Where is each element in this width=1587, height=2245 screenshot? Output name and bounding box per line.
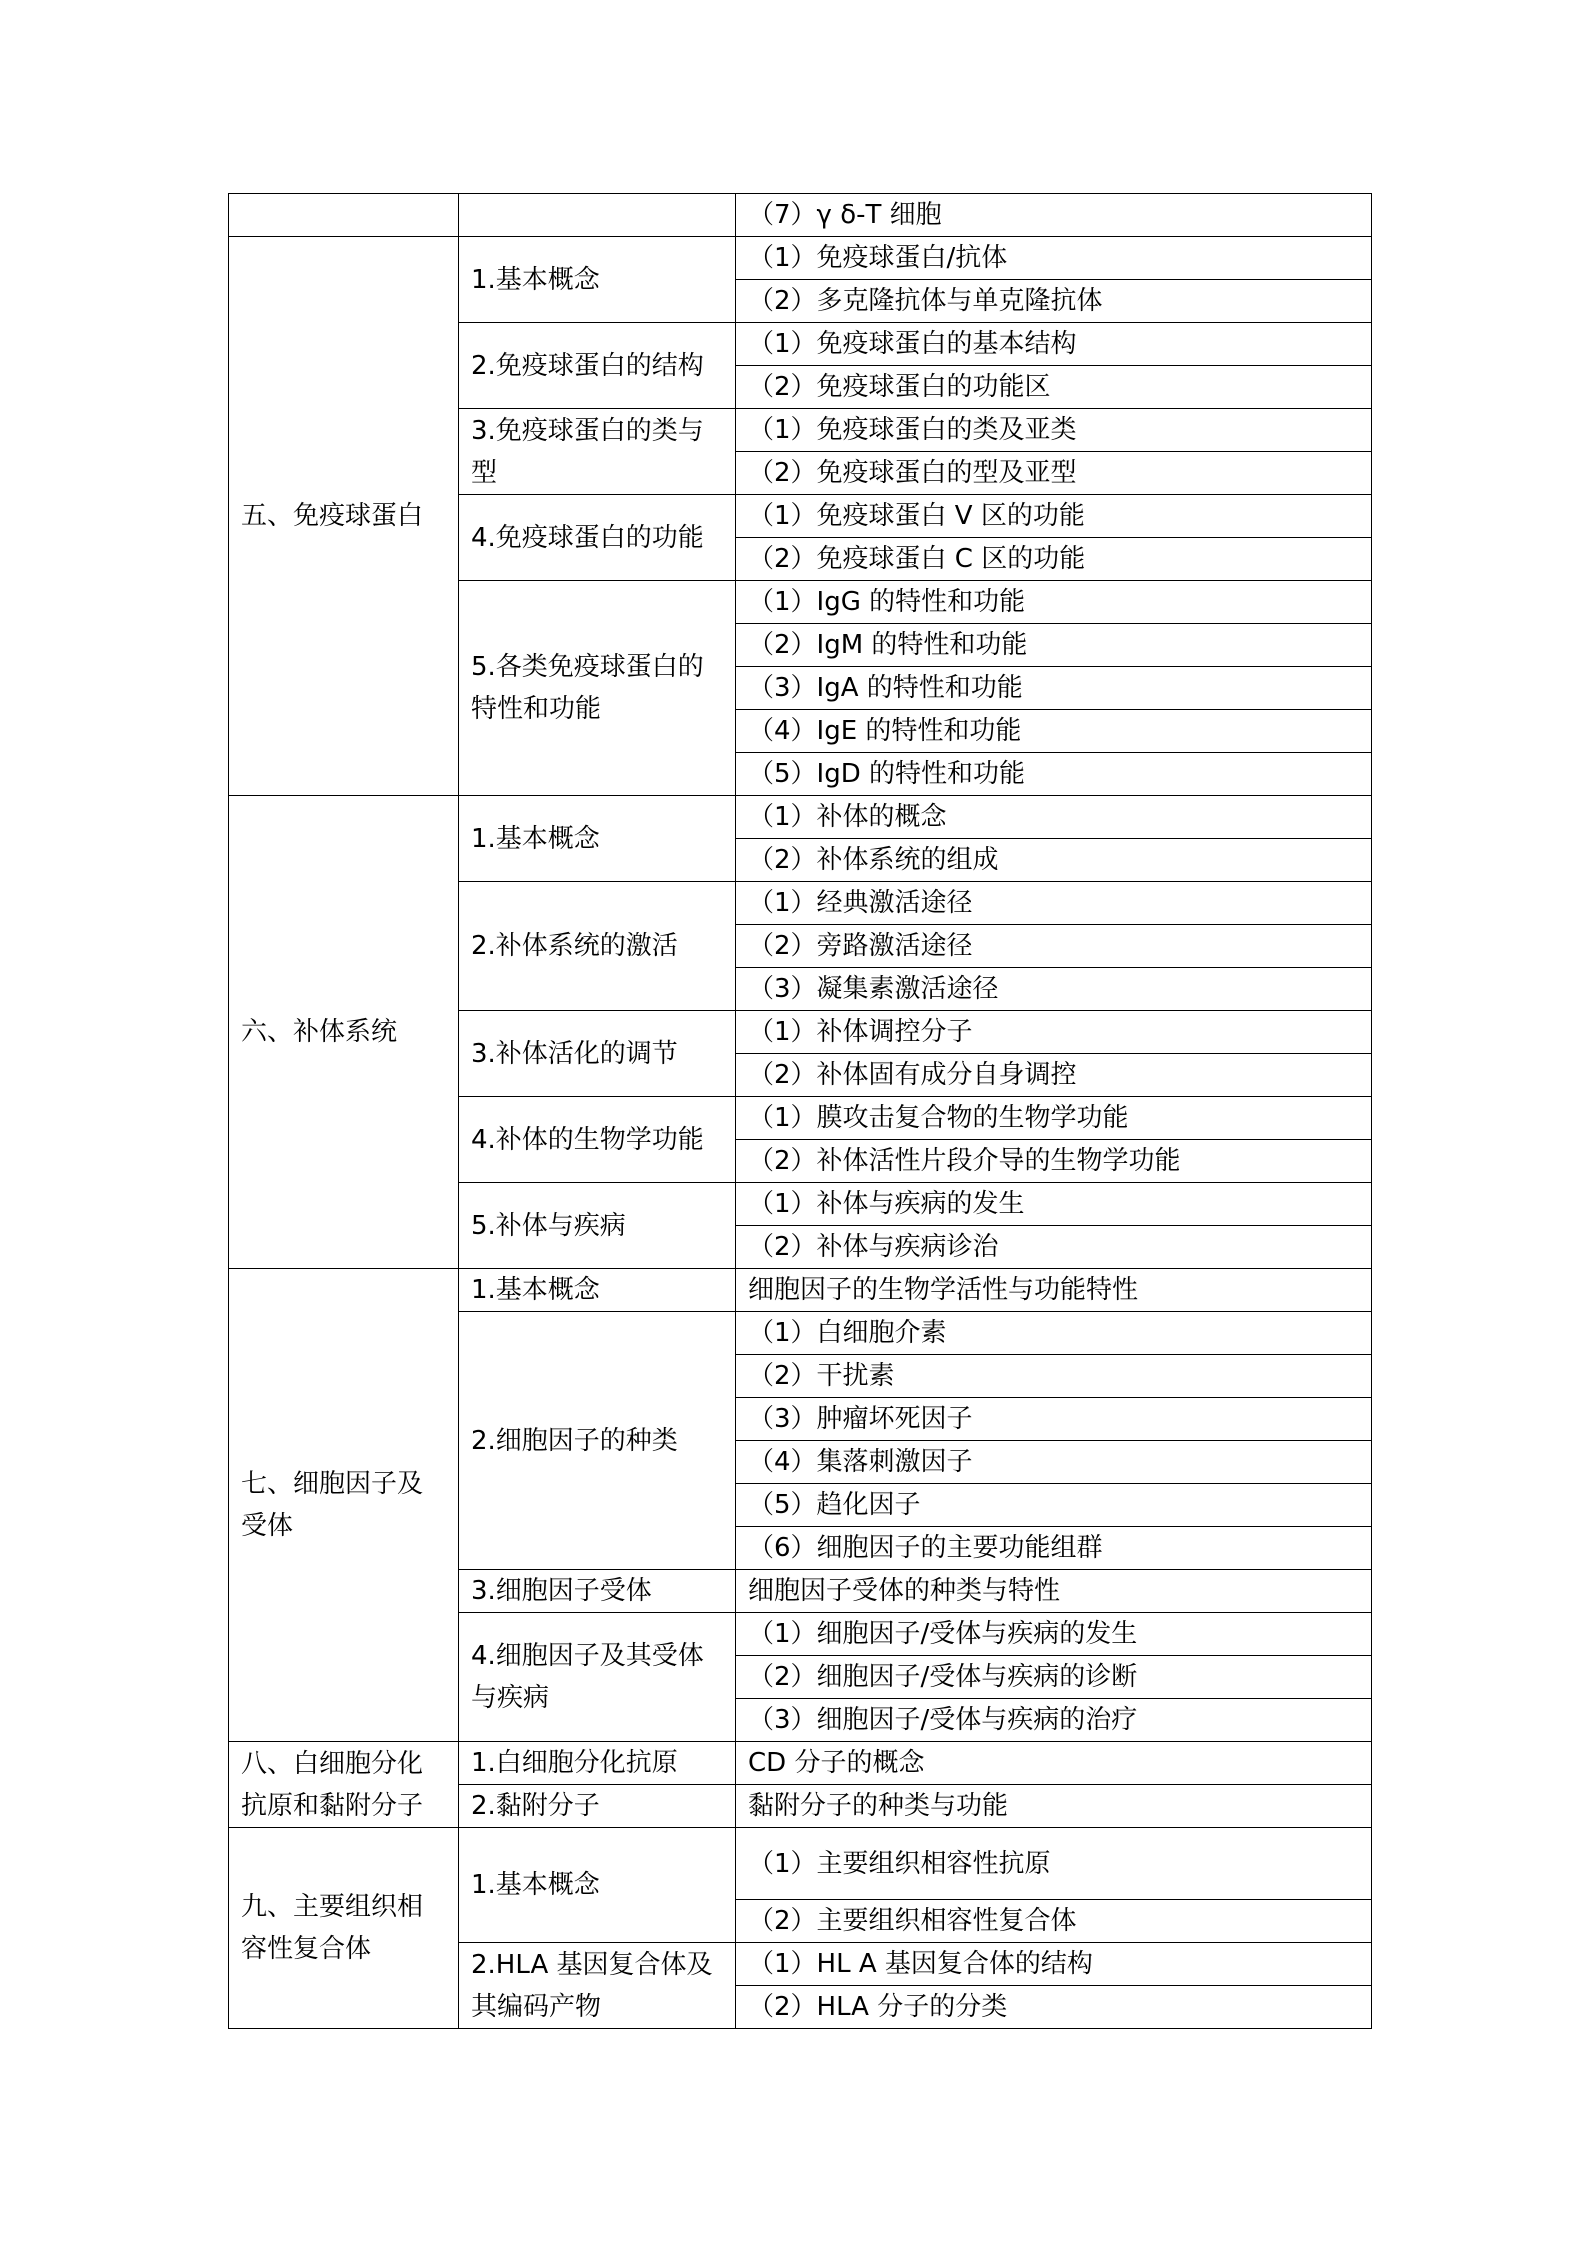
item-cell: （2）HLA 分子的分类 (736, 1986, 1372, 2029)
section-cell: 七、细胞因子及受体 (229, 1269, 459, 1742)
unit-cell: 5.各类免疫球蛋白的特性和功能 (459, 581, 736, 796)
item-cell: （1）膜攻击复合物的生物学功能 (736, 1097, 1372, 1140)
item-cell: （1）白细胞介素 (736, 1312, 1372, 1355)
unit-cell: 1.基本概念 (459, 1828, 736, 1943)
item-cell: （5）IgD 的特性和功能 (736, 753, 1372, 796)
item-cell: （2）补体与疾病诊治 (736, 1226, 1372, 1269)
item-cell: 细胞因子的生物学活性与功能特性 (736, 1269, 1372, 1312)
unit-cell: 4.补体的生物学功能 (459, 1097, 736, 1183)
item-cell: （1）免疫球蛋白/抗体 (736, 237, 1372, 280)
item-cell: （1）主要组织相容性抗原 (736, 1828, 1372, 1900)
item-cell: （3）肿瘤坏死因子 (736, 1398, 1372, 1441)
item-cell: （1）IgG 的特性和功能 (736, 581, 1372, 624)
table-row (229, 796, 1372, 839)
section-cell: 五、免疫球蛋白 (229, 237, 459, 796)
section-cell (229, 194, 459, 237)
item-cell: （4）集落刺激因子 (736, 1441, 1372, 1484)
table-row (229, 1828, 1372, 1900)
section-cell: 六、补体系统 (229, 796, 459, 1269)
table-row (229, 1269, 1372, 1312)
item-cell: （1）补体与疾病的发生 (736, 1183, 1372, 1226)
item-cell: （3）细胞因子/受体与疾病的治疗 (736, 1699, 1372, 1742)
table-row (229, 1742, 1372, 1785)
item-cell: （2）多克隆抗体与单克隆抗体 (736, 280, 1372, 323)
unit-cell: 3.补体活化的调节 (459, 1011, 736, 1097)
unit-cell: 3.免疫球蛋白的类与型 (459, 409, 736, 495)
item-cell: （1）细胞因子/受体与疾病的发生 (736, 1613, 1372, 1656)
item-cell: （2）免疫球蛋白的型及亚型 (736, 452, 1372, 495)
unit-cell: 1.基本概念 (459, 796, 736, 882)
unit-cell: 2.HLA 基因复合体及其编码产物 (459, 1943, 736, 2029)
section-cell: 八、白细胞分化抗原和黏附分子 (229, 1742, 459, 1828)
item-cell: （1）免疫球蛋白的基本结构 (736, 323, 1372, 366)
item-cell: （1）补体的概念 (736, 796, 1372, 839)
item-cell: （1）补体调控分子 (736, 1011, 1372, 1054)
item-cell: （3）凝集素激活途径 (736, 968, 1372, 1011)
item-cell: （2）补体固有成分自身调控 (736, 1054, 1372, 1097)
item-cell: （1）经典激活途径 (736, 882, 1372, 925)
item-cell: （2）细胞因子/受体与疾病的诊断 (736, 1656, 1372, 1699)
item-cell: （1）免疫球蛋白 V 区的功能 (736, 495, 1372, 538)
item-cell: 黏附分子的种类与功能 (736, 1785, 1372, 1828)
unit-cell (459, 194, 736, 237)
unit-cell: 5.补体与疾病 (459, 1183, 736, 1269)
item-cell: （1）免疫球蛋白的类及亚类 (736, 409, 1372, 452)
unit-cell: 2.黏附分子 (459, 1785, 736, 1828)
item-cell: （6）细胞因子的主要功能组群 (736, 1527, 1372, 1570)
item-cell: （1）HL A 基因复合体的结构 (736, 1943, 1372, 1986)
item-cell: （2）旁路激活途径 (736, 925, 1372, 968)
item-cell: （2）免疫球蛋白的功能区 (736, 366, 1372, 409)
unit-cell: 2.细胞因子的种类 (459, 1312, 736, 1570)
item-cell: 细胞因子受体的种类与特性 (736, 1570, 1372, 1613)
item-cell: （2）IgM 的特性和功能 (736, 624, 1372, 667)
unit-cell: 4.细胞因子及其受体与疾病 (459, 1613, 736, 1742)
unit-cell: 1.基本概念 (459, 1269, 736, 1312)
unit-cell: 2.免疫球蛋白的结构 (459, 323, 736, 409)
item-cell: （2）补体活性片段介导的生物学功能 (736, 1140, 1372, 1183)
unit-cell: 3.细胞因子受体 (459, 1570, 736, 1613)
unit-cell: 1.基本概念 (459, 237, 736, 323)
item-cell: （4）IgE 的特性和功能 (736, 710, 1372, 753)
item-cell: （3）IgA 的特性和功能 (736, 667, 1372, 710)
item-cell: （2）免疫球蛋白 C 区的功能 (736, 538, 1372, 581)
unit-cell: 4.免疫球蛋白的功能 (459, 495, 736, 581)
item-cell: （2）干扰素 (736, 1355, 1372, 1398)
table-row (229, 194, 1372, 237)
unit-cell: 2.补体系统的激活 (459, 882, 736, 1011)
item-cell: （2）补体系统的组成 (736, 839, 1372, 882)
item-cell: CD 分子的概念 (736, 1742, 1372, 1785)
table-row (229, 237, 1372, 280)
item-cell: （5）趋化因子 (736, 1484, 1372, 1527)
item-cell: （2）主要组织相容性复合体 (736, 1900, 1372, 1943)
item-cell: （7）γ δ-T 细胞 (736, 194, 1372, 237)
unit-cell: 1.白细胞分化抗原 (459, 1742, 736, 1785)
section-cell: 九、主要组织相容性复合体 (229, 1828, 459, 2029)
syllabus-table (228, 193, 1372, 2029)
